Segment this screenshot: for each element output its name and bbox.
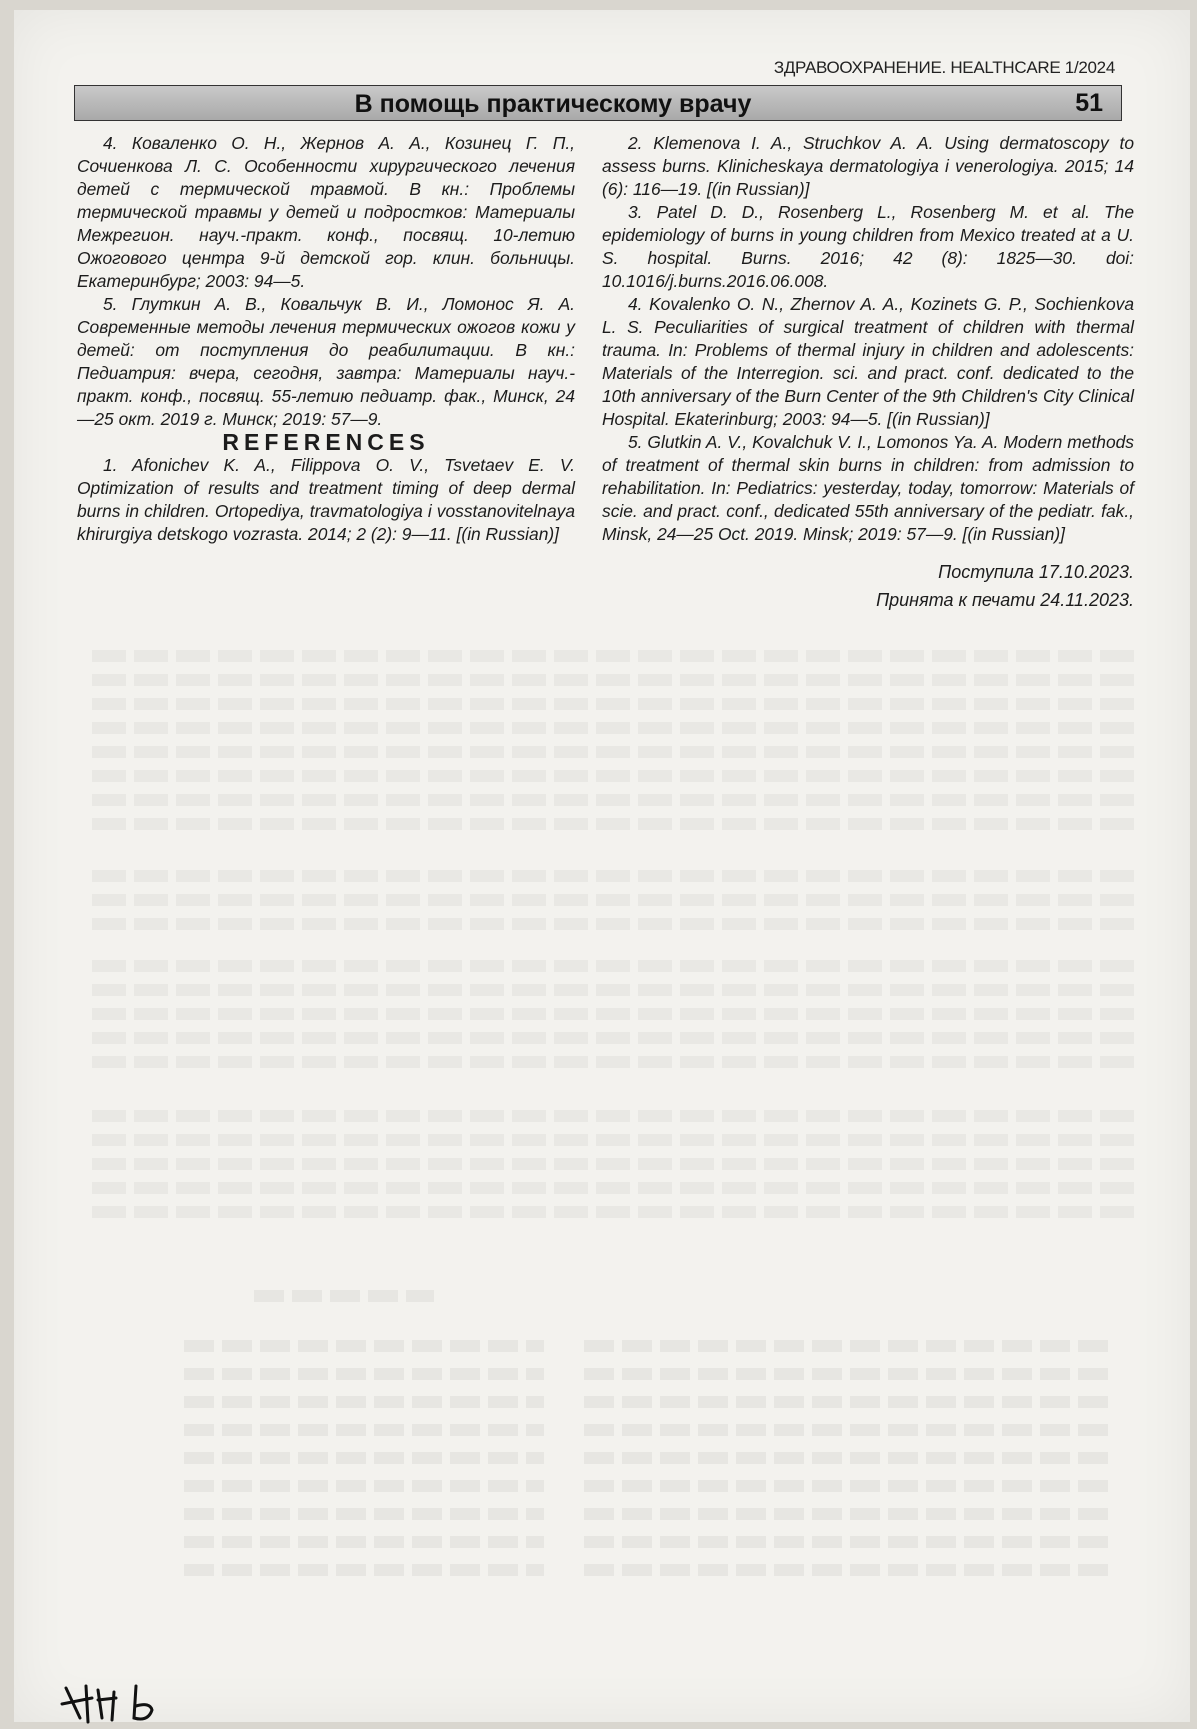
page-number: 51 (1075, 89, 1103, 117)
received-date: Поступила 17.10.2023. (938, 562, 1134, 582)
reference-en-2: 2. Klemenova I. A., Struchkov A. A. Using dermatoscopy to assess burns. Klinicheskaya dermatologiya i venerologiya. 2015; 14 (6): 116—19. [(in Russian)] (602, 133, 1134, 199)
journal-page (14, 10, 1190, 1722)
reference-en-3: 3. Patel D. D., Rosenberg L., Rosenberg M. et al. The epidemiology of burns in young children from Mexico treated at a U. S. hospital. Burns. 2016; 42 (8): 1825—30. doi: 10.1016/j.burns.2016.06.008. (602, 202, 1134, 291)
reference-en-4: 4. Kovalenko O. N., Zhernov A. A., Kozinets G. P., Sochienkova L. S. Peculiarities of surgical treatment of children with thermal trauma. In: Problems of thermal injury in children and adolescents: Materials of the Interregion. sci. and pract. conf. dedicated to the 10th anniversary of the Burn Center of the 9th Children's City Clinical Hospital. Ekaterinburg; 2003: 94—5. [(in Russian)] (602, 294, 1134, 429)
right-column (602, 132, 1134, 614)
left-column (77, 132, 575, 546)
accepted-date: Принята к печати 24.11.2023. (876, 590, 1134, 610)
reference-ru-4: 4. Коваленко О. Н., Жернов А. А., Козинец Г. П., Сочиенкова Л. С. Особенности хирургического лечения детей с термической травмой. В кн.: Проблемы термической травмы у детей и подростков: Материалы Межрегион. науч.-практ. конф., посвящ. 10-летию Ожогового центра 9-й детской гор. клин. больницы. Екатеринбург; 2003: 94—5. (77, 133, 575, 291)
reference-ru-5: 5. Глуткин А. В., Ковальчук В. И., Ломонос Я. А. Современные методы лечения термических ожогов кожи у детей: от поступления до реабилитации. В кн.: Педиатрия: вчера, сегодня, завтра: Материалы науч.-практ. конф., посвящ. 55-летию педиатр. фак., Минск, 24—25 окт. 2019 г. Минск; 2019: 57—9. (77, 294, 575, 429)
reference-en-5: 5. Glutkin A. V., Kovalchuk V. I., Lomonos Ya. A. Modern methods of treatment of thermal skin burns in children: from admission to rehabilitation. In: Pediatrics: yesterday, today, tomorrow: Materials of scie. and pract. conf., dedicated 55th anniversary of the pediatr. fak., Minsk, 24—25 Oct. 2019. Minsk; 2019: 57—9. [(in Russian)] (602, 432, 1134, 544)
references-heading: REFERENCES (222, 429, 430, 455)
journal-running-header: ЗДРАВООХРАНЕНИЕ. HEALTHCARE 1/2024 (773, 58, 1115, 77)
section-title: В помощь практическому врачу (354, 90, 752, 118)
section-header-bar (74, 85, 1122, 121)
reference-en-1: 1. Afonichev K. A., Filippova O. V., Tsvetaev E. V. Optimization of results and treatment timing of deep dermal burns in children. Ortopediya, travmatologiya i vosstanovitelnaya khirurgiya detskogo vozrasta. 2014; 2 (2): 9—11. [(in Russian)] (77, 455, 575, 544)
article-dates (602, 558, 1134, 614)
handwritten-mark (58, 1678, 168, 1726)
